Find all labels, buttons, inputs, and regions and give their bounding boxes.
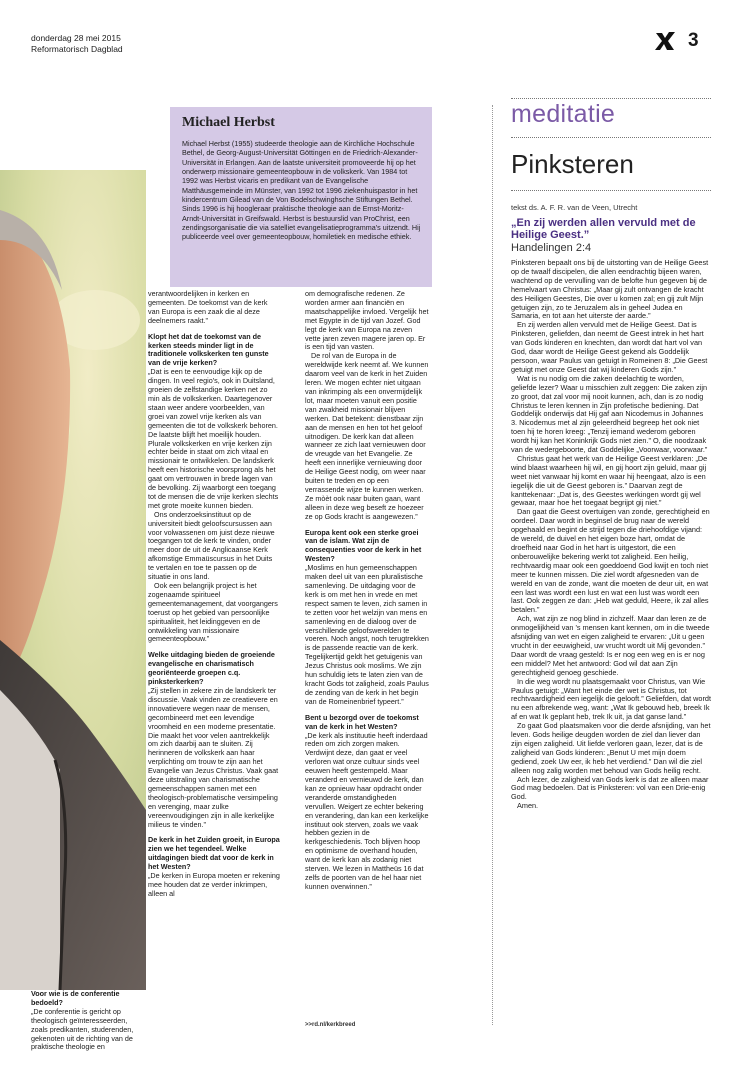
- interview-column-2: [305, 290, 429, 892]
- header-dateline: [31, 33, 123, 55]
- web-link[interactable]: >>rd.nl/kerkbreed: [305, 1022, 356, 1028]
- meditation-rule-title: [511, 190, 711, 191]
- interview-question: Welke uitdaging bieden de groeiende evangelische en charismatisch georiënteerde groepen c.q. pinksterkerken?: [148, 650, 275, 687]
- interview-answer: „Zij stellen in zekere zin de landskerk ter discussie. Vaak vinden ze creatievere en innovatievere wegen naar de mensen, gecombineerd met een levendige vroomheid en een moderne presentatie. Die maakt het voor velen aantrekkelijk om zich daarbij aan te sluiten. Zij herinneren de volkskerk aan haar verplichting om trouw te zijn aan het Evangelie van Jezus Christus. Vaak gaat deze uitstraling van charismatische gemeenschappen samen met een theologisch-problematische versimpeling en verenging, maar zulke vereenvoudigingen zijn in alle kerkelijke milieus te vinden.”: [148, 685, 279, 829]
- meditation-title: Pinksteren: [511, 149, 634, 179]
- interview-question: Europa kent ook een sterke groei van de islam. Wat zijn de consequenties voor de kerk in het Westen?: [305, 527, 422, 564]
- meditation-paragraph: Ach, wat zijn ze nog blind in zichzelf. Maar dan leren ze de onmogelijkheid van 's mensen kant kennen, om in die tweede afsnijding van wet en eigen zaligheid te ervaren: „Uit u geen vrucht in der eeuwigheid, uw vrucht wordt uit Mij gevonden.” Daar wordt de vraag gesteld: Is er nog een weg en is er nog een middel? Met het antwoord: God wil dat aan Zijn gerechtigheid genoeg geschiede.: [511, 614, 710, 677]
- meditation-author: tekst ds. A. F. R. van de Veen, Utrecht: [511, 203, 638, 212]
- interview-question: Voor wie is de conferentie bedoeld?: [31, 989, 120, 1007]
- meditation-paragraph: Christus gaat het werk van de Heilige Geest verklaren: „De wind blaast waarheen hij wil, en gij hoort zijn geluid, maar gij weet niet vanwaar hij komt en waar hij heengaat, alzo is een iegelijk die uit de Geest geboren is.” Daarvan zegt de kanttekenaar: „Dat is, des Geestes werkingen wordt gij wel gewaar, maar hoe het toegaat begrijpt gij niet.”: [511, 453, 708, 508]
- meditation-paragraph: Ach lezer, de zaligheid van Gods kerk is dat ze alleen maar God mag bedoelen. Dat is Pinksteren: vol van een Drie-enig God.: [511, 774, 709, 802]
- interview-column-0: [31, 990, 143, 1052]
- meditation-quote: „En zij werden allen vervuld met de Heilige Geest.”: [511, 217, 696, 241]
- meditation-rule-label: [511, 137, 711, 138]
- bio-name: Michael Herbst: [182, 115, 275, 130]
- interview-answer: „Moslims en hun gemeenschappen maken deel uit van een pluralistische samenleving. De uitdaging voor de kerk is om met hen in vrede en met respect samen te leven, zich samen in te zetten voor het welzijn van mens en samenleving en de dialoog over de verschillende geloofswerelden te voeren. Noch angst, noch terugtrekken is de passende reactie van de kerk. Tegelijkertijd geldt het getuigenis van Jezus Christus ook moslims. We zijn hun schuldig iets te laten zien van de kracht Gods tot zaligheid, zoals Paulus de zending van de kerk in het begin van de Romeinenbrief typeert.”: [305, 563, 429, 706]
- meditation-body: [511, 259, 711, 811]
- meditation-reference: Handelingen 2:4: [511, 242, 592, 254]
- meditation-section-label: meditatie: [511, 100, 616, 128]
- interview-answer: verantwoordelijken in kerken en gemeenten. De toekomst van de kerk van Europa is een zaak die al deze deelnemers raakt.”: [148, 289, 268, 325]
- meditation-rule-top: [511, 98, 711, 99]
- interview-column-1: [148, 290, 280, 899]
- interview-answer: om demografische redenen. Ze worden armer aan financiën en maatschappelijke invloed. Vergelijk het met Egypte in de tijd van Jozef. God legt de kerk van Europa na zeven vette jaren zeven magere jaren op. Er is een tijd van vasten.: [305, 289, 429, 352]
- interview-answer: „De conferentie is gericht op theologisch geïnteresseerden, zoals predikanten, studerenden, gekenoten uit de richting van de praktische theologie en: [31, 1006, 134, 1052]
- bio-text: Michael Herbst (1955) studeerde theologie aan de Kirchliche Hochschule Bethel, de Georg-August-Universität Göttingen en de Friedrich-Alexander-Universität in Erlangen. Aan de laatste universiteit promoveerde hij op het onderwerp missionaire gemeenteopbouw in de volkskerk. Van 1984 tot 1992 was Herbst vicaris en predikant van de Evangelische Matthäusgemeinde im Münster, van 1992 tot 1996 ziekenhuispastor in het kindercentrum Gilead van de Von Bodelschwinghsche Stiftungen Bethel. Sinds 1996 is hij hoogleraar praktische theologie aan de Ernst-Moritz-Arndt-Universität in Greifswald. Herbst is bestuurslid van ProChrist, een zendingsorganisatie die via satelliet evangelisatieprogramma's uitzendt. Hij publiceerde veel over gemeenteopbouw, homiletiek en medische ethiek.: [182, 139, 421, 242]
- meditation-paragraph: Dan gaat die Geest overtuigen van zonde, gerechtigheid en oordeel. Daar wordt in beginsel de brug naar de wereld opgehaald en begint de strijd tegen die driehoofdige vijand: de wereld, de duivel en het eigen boze hart, omdat de droefheid naar God in het hart is uitgestort, die een onberouwelijke bekering werkt tot zaligheid. Een heilig, rechtvaardig maar ook een goeddoend God kwijt en toch niet meer te kunnen missen. Die ziel wordt afgesneden van de wereld en van de zonde, want die moeten de deur uit, en wat een last was wordt een lust en wat een lust was wordt een last. Ook zeggen ze dan: „Heb wat geduld, Heere, ik zal alles betalen.”: [511, 507, 710, 615]
- interview-answer: De rol van de Europa in de wereldwijde kerk neemt af. We kunnen daarom veel van de kerk in het Zuiden leren. We mogen echter niet uitgaan van inkrimping als een onvermijdelijk lot, maar moeten vanuit een positie van zwakheid missionair blijven werken. Dat betekent: dienstbaar zijn aan de mensen en hen tot het geloof uitnodigen. De kerk kan dat alleen wanneer ze zich laat vernieuwen door de vreugde van het Evangelie. Ze heeft een innerlijke vernieuwing door de Heilige Geest nodig, om weer naar buiten te treden en op een verrassende wijze te kunnen werken. Ze mòèt ook naar buiten gaan, want alleen in deze weg beseft ze hoezeer ze op Gods kracht is aangewezen.”: [305, 351, 429, 521]
- bio-box: [170, 107, 432, 287]
- interview-answer: Ons onderzoeksinstituut op de universiteit biedt geloofscursussen aan voor volwassenen om juist deze nieuwe toegangen tot de kerk te vinden, onder meer door de uit de Anglicaanse Kerk afkomstige Emmaüscursus in het Duits te vertalen en toe te passen op de situatie in ons land.: [148, 509, 275, 582]
- interview-answer: Ook een belangrijk project is het zogenaamde spiritueel gemeentemanagement, dat voorgangers toerust op het gebied van persoonlijke spiritualiteit, het leidinggeven en de ontwikkeling van missionaire gemeenteopbouw.”: [148, 581, 278, 644]
- meditation-paragraph: Pinksteren bepaalt ons bij de uitstorting van de Heilige Geest op de twaalf discipelen, die allen eendrachtig bijeen waren, wachtend op de vervulling van de belofte hun gegeven bij de hemelvaart van Christus: „Maar gij zult ontvangen de kracht des Heiligen Geestes, Die over u komen zal; en gij zult Mijn getuigen zijn, zo te Jeruzalem als in geheel Judea en Samaria, en tot aan het uiterste der aarde.”: [511, 258, 709, 321]
- meditation-paragraph: Wat is nu nodig om die zaken deelachtig te worden, geliefde lezer? Waar u misschien zult zeggen: Die zaken zijn zo groot, dat zal voor mij nooit kunnen, ach, dan is zo nodig Christus te leren kennen in Zijn profetische bediening. Dat Goddelijk onderwijs dat Hij gaf aan Nicodemus in Johannes 3. Nicodemus met al zijn geleerdheid begreep het ook niet toen hij te horen kreeg: „Tenzij iemand wederom geboren wordt hij kan het Koninkrijk Gods niet zien.” O, die noodzaak van de wedergeboorte, dat Goddelijke „Voorwaar, voorwaar.”: [511, 373, 708, 455]
- portrait-photo: [0, 170, 146, 990]
- meditation-paragraph: Zo gaat God plaatsmaken voor die derde afsnijding, van het leven. Gods heilige deugden worden de ziel dan liever dan zijn eigen zaligheid. Uit liefde verloren gaan, lezer, dat is de zaligheid van Gods kinderen: „Benut U met mijn doem gediend, zoek Uw eer, ik heb het verdiend.” Dan wil die ziel alleen nog zalig worden met behoud van Gods heilig recht.: [511, 721, 711, 775]
- interview-question: Klopt het dat de toekomst van de kerken steeds minder ligt in de traditionele volkskerken ten gunste van de vrije kerken?: [148, 331, 269, 368]
- interview-answer: „De kerken in Europa moeten er rekening mee houden dat ze verder inkrimpen, alleen al: [148, 871, 280, 898]
- page-number: 3: [688, 30, 699, 51]
- interview-answer: „De kerk als instituutie heeft inderdaad reden om zich zorgen maken. Verdwijnt deze, dan gaat er veel verloren wat onze cultuur sinds veel eeuwen heeft gestempeld. Maar veranderd en vernieuwd de kerk, dan kan ze opnieuw haar opdracht onder veranderde omstandigheden vervullen. Weigert ze echter bekering en verandering, dan kan een kerkelijke instituut ook sterven, zoals we vaak hebben gezien in de kerkgeschiedenis. Toch blijven hoop en optimisme de overhand houden, want de kerk kan als zodanig niet sterven. We lezen in Mattheüs 16 dat zelfs de poorten van de hel haar niet kunnen overwinnen.”: [305, 730, 429, 891]
- column-separator: [492, 105, 493, 1025]
- newspaper-logo-icon: [654, 30, 676, 52]
- publication-name: Reformatorisch Dagblad: [31, 44, 123, 54]
- meditation-paragraph: In die weg wordt nu plaatsgemaakt voor Christus, van Wie Paulus getuigt: „Want het einde der wet is Christus, tot rechtvaardigheid een iegelijk die gelooft.” Geliefden, dat wordt nu een afbrekende weg, want: „Wat Ik gebouwd heb, breek Ik af en wat Ik geplant heb, trek Ik uit, ja dat ganse land.”: [511, 676, 711, 722]
- interview-question: De kerk in het Zuiden groeit, in Europa zien we het tegendeel. Welke uitdagingen biedt dat voor de kerk in het Westen?: [148, 835, 280, 872]
- interview-question: Bent u bezorgd over de toekomst van de kerk in het Westen?: [305, 712, 419, 731]
- meditation-paragraph: Amen.: [517, 801, 539, 811]
- meditation-paragraph: En zij werden allen vervuld met de Heilige Geest. Dat is Pinksteren, geliefden, dan neemt de Geest intrek in het hart van Gods kinderen en knechten, dan wordt dat hart vol van God, daar wordt de Heilige Geest gekend als Goddelijk persoon, waar Paulus van getuigt in Romeinen 8: „Die Geest getuigt met onze Geest dat wij kinderen Gods zijn.”: [511, 320, 708, 374]
- issue-date: donderdag 28 mei 2015: [31, 33, 121, 43]
- interview-answer: „Dat is een te eenvoudige kijk op de dingen. In veel regio's, ook in Duitsland, groeien de zelfstandige kerken net zo min als de volkskerken. Daartegenover staan weer andere voorbeelden, van groei van zowel vrije kerken als van gemeenten die tot de volkskerk behoren. De laatste blijft het moeilijk houden. Plurale volkskerken en vrije kerken zijn echter beide in staat om zich vitaal en missionair te ontwikkelen. De landskerk heeft een historische voorsprong als het gaat om vertrouwen in brede lagen van de bevolking. Zij waarborgt een toegang tot de mensen die de vrije kerken slechts met grote moeite kunnen bieden.: [148, 367, 279, 510]
